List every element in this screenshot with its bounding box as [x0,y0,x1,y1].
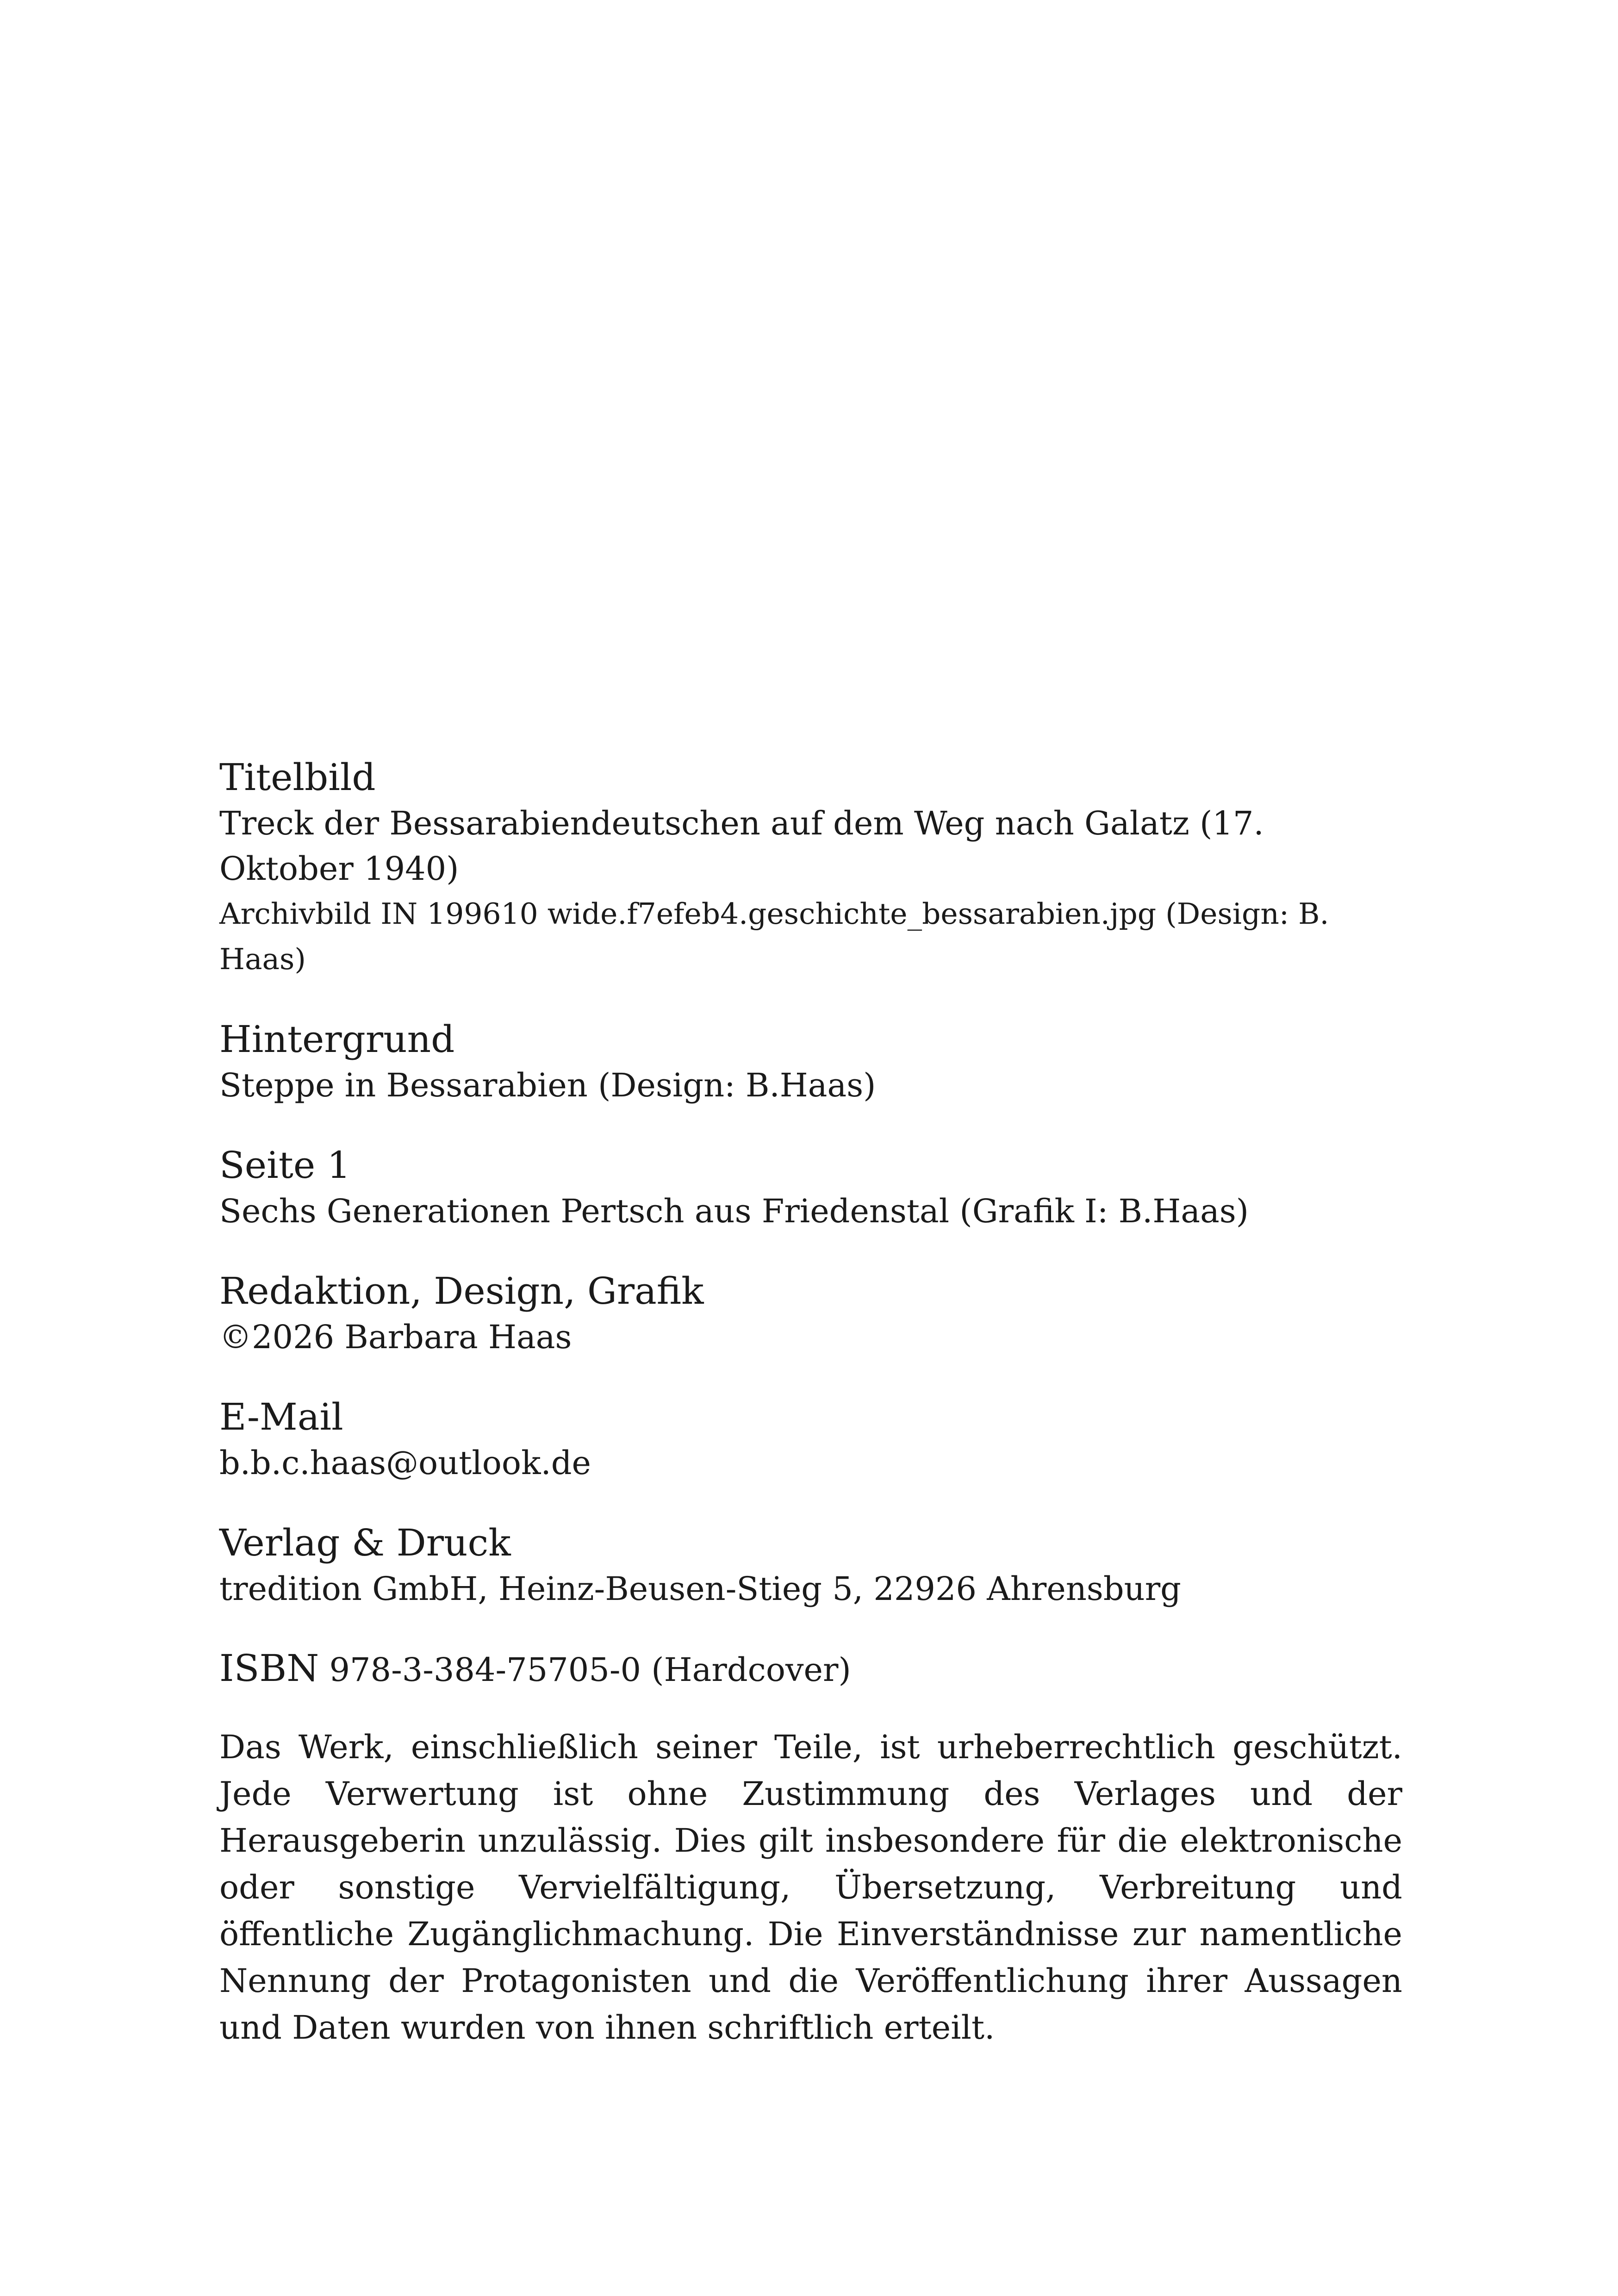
copyright-notice: Das Werk, einschließlich seiner Teile, ist urheberrechtlich geschützt. Jede Verwertung ist ohne Zustimmung des Verlages und der Herausgeberin unzulässig. Dies gilt insbesondere für die elektronische oder sonstige Vervielfältigung, Übersetzung, Verbreitung und öffentliche Zugänglichmachung. Die Einverständnisse zur namentliche Nennung der Protagonisten und die Veröffentlichung ihrer Aussagen und Daten wurden von ihnen schriftlich erteilt. [219,1728,1402,2047]
section-email [219,1394,1402,1486]
section-heading: E-Mail [219,1395,343,1438]
section-titelbild [219,754,1402,982]
section-heading: Seite 1 [219,1144,351,1187]
section-line: Treck der Bessarabiendeutschen auf dem Weg nach Galatz (17. Oktober 1940) [219,804,1264,888]
isbn-value: 978-3-384-75705-0 (Hardcover) [329,1651,851,1689]
section-verlag [219,1520,1402,1612]
section-heading: Hintergrund [219,1018,455,1061]
section-seite-1 [219,1142,1402,1234]
isbn-line [219,1646,1402,1692]
imprint-block [219,754,1402,2051]
section-line: Sechs Generationen Pertsch aus Friedenstal (Grafik I: B.Haas) [219,1192,1249,1230]
section-line: ©2026 Barbara Haas [219,1318,572,1356]
section-line: Archivbild IN 199610 wide.f7efeb4.geschichte_bessarabien.jpg (Design: B. Haas) [219,897,1329,976]
section-hintergrund [219,1016,1402,1108]
publisher-address: tredition GmbH, Heinz-Beusen-Stieg 5, 22926 Ahrensburg [219,1570,1181,1608]
section-redaktion [219,1268,1402,1360]
isbn-label: ISBN [219,1647,319,1690]
section-heading: Titelbild [219,756,376,799]
email-address: b.b.c.haas@outlook.de [219,1444,591,1482]
section-line: Steppe in Bessarabien (Design: B.Haas) [219,1066,876,1104]
section-heading: Verlag & Druck [219,1521,511,1564]
section-heading: Redaktion, Design, Grafik [219,1269,704,1313]
